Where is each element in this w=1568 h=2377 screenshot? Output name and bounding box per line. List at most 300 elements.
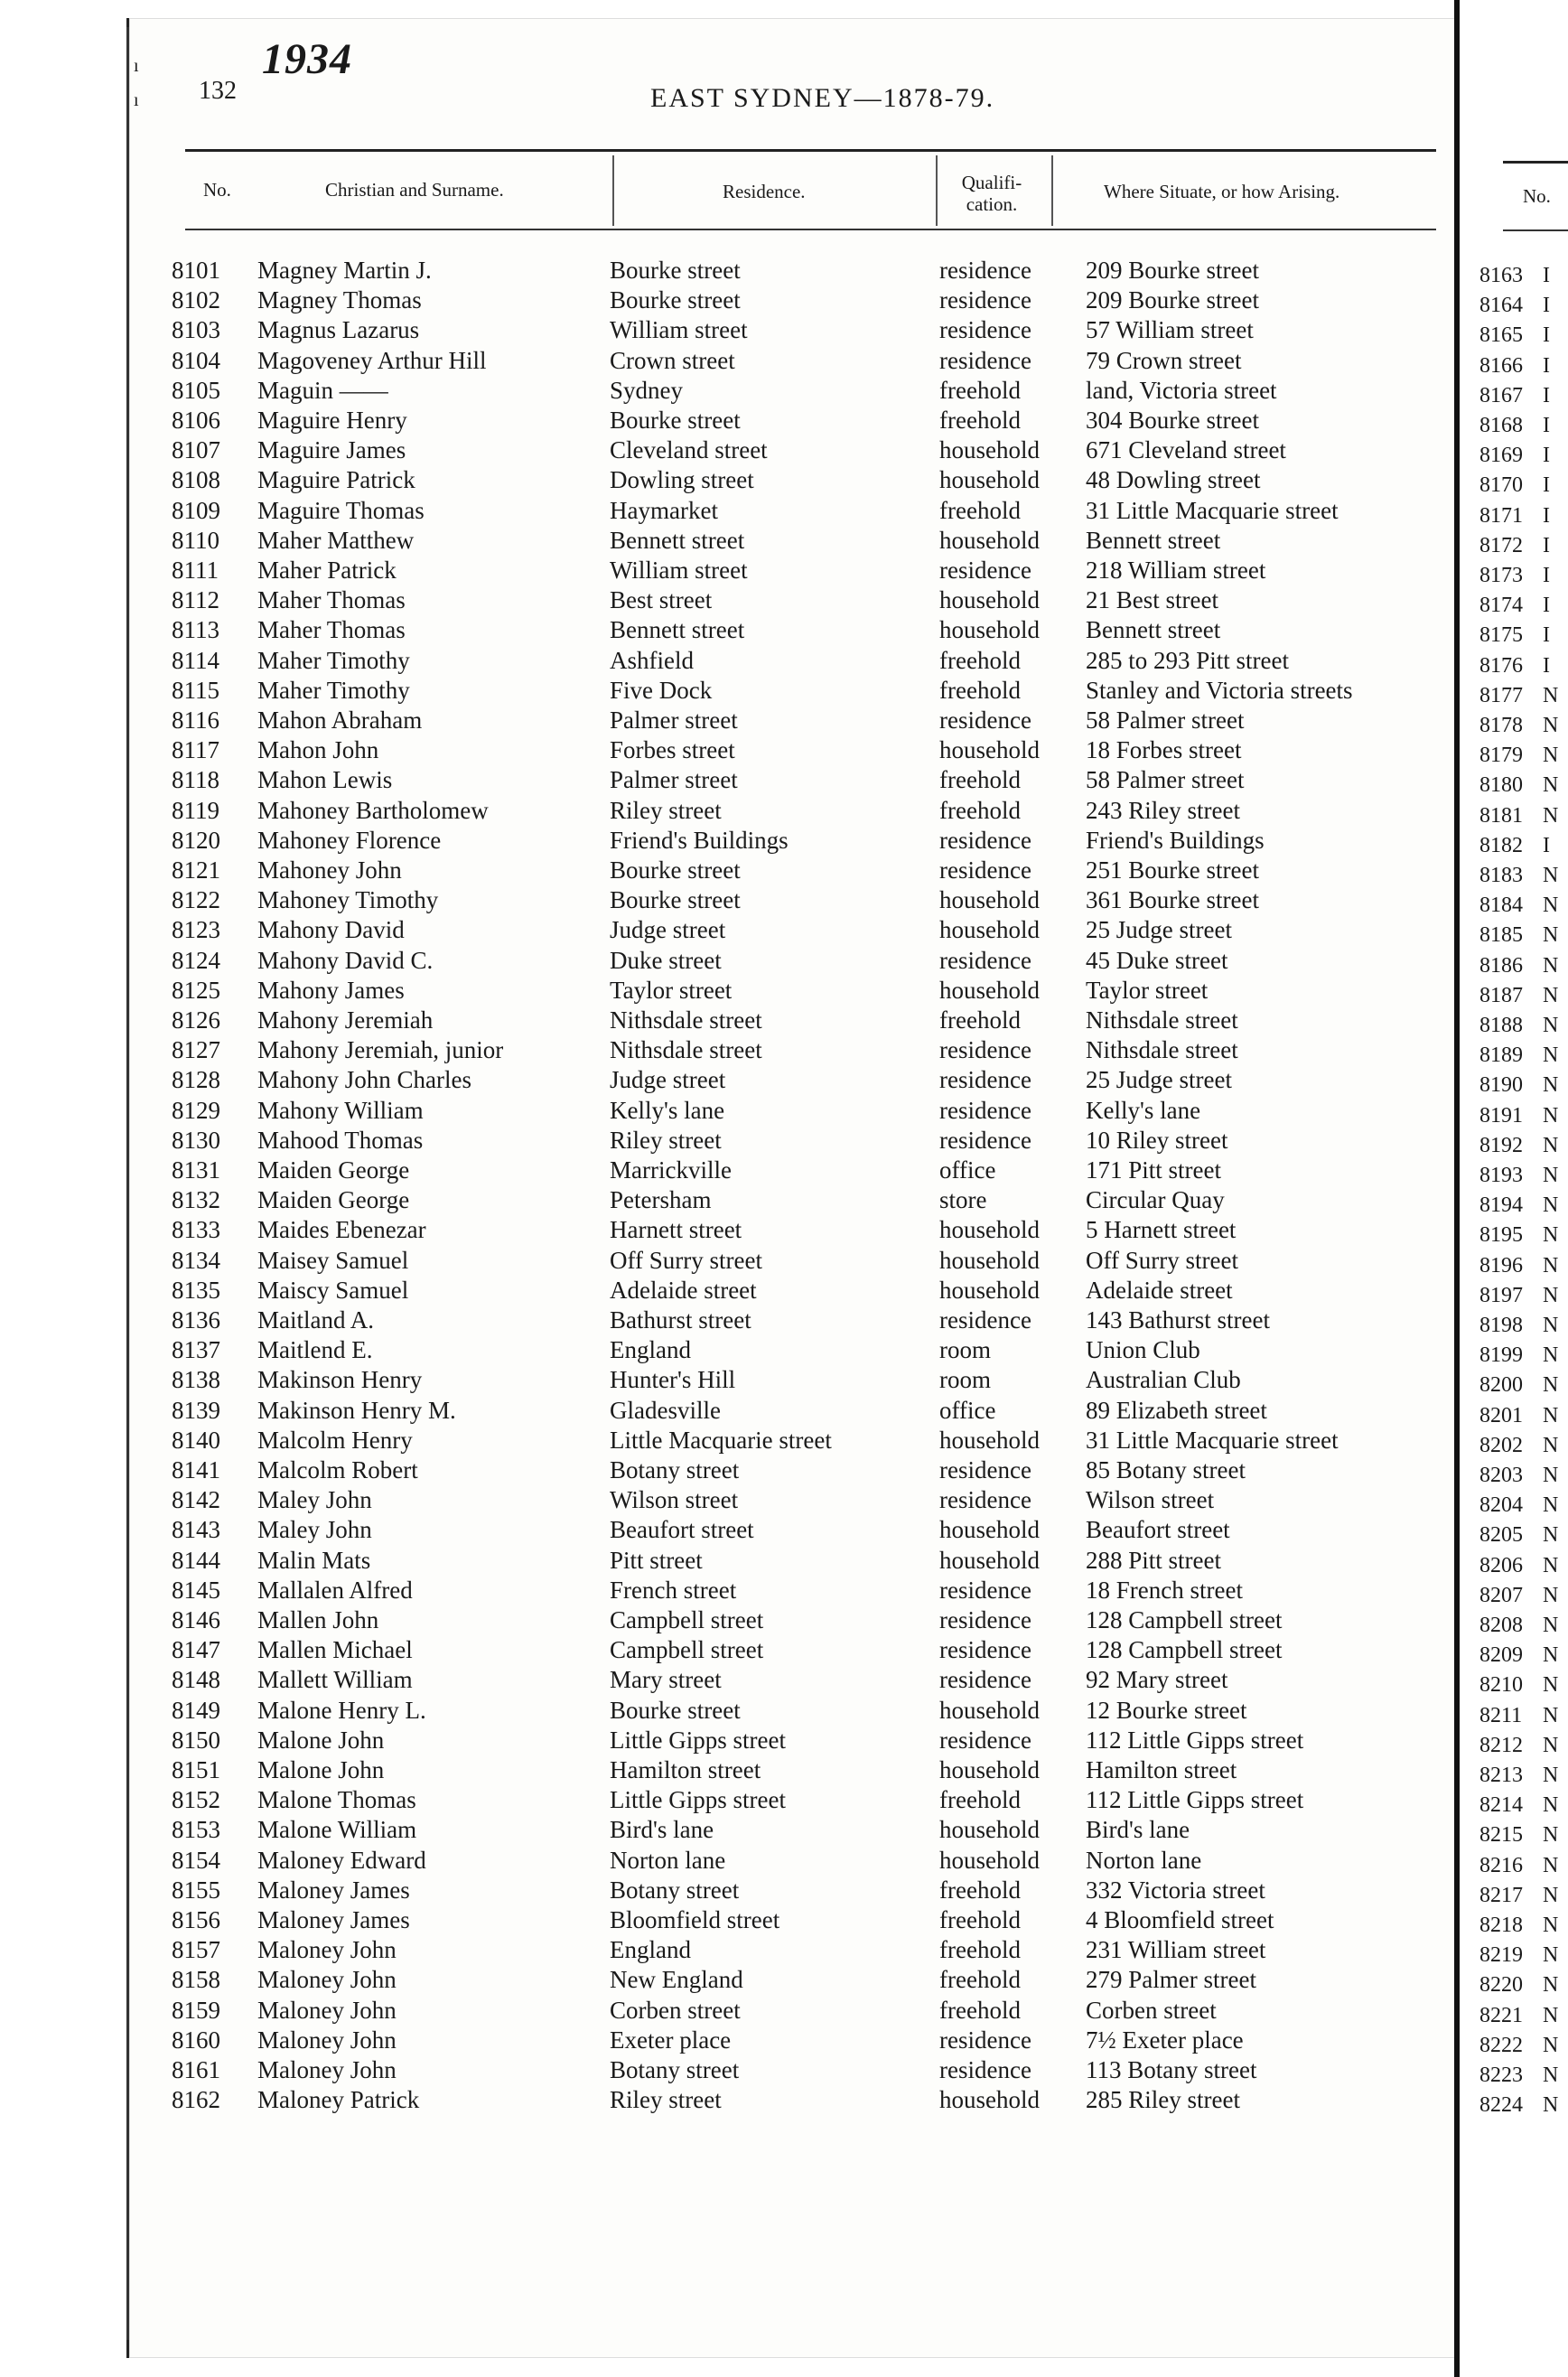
entry-residence: Harnett street	[610, 1216, 742, 1244]
facing-entry-initial: N	[1543, 1943, 1559, 1968]
facing-entry-initial: N	[1543, 1343, 1559, 1368]
table-row	[0, 1156, 1445, 1186]
entry-where-situate: Bird's lane	[1086, 1816, 1190, 1844]
entry-where-situate: 12 Bourke street	[1086, 1696, 1247, 1724]
entry-number: 8158	[172, 1966, 220, 1994]
entry-where-situate: 4 Bloomfield street	[1086, 1906, 1274, 1933]
entry-residence: New England	[610, 1966, 743, 1994]
entry-qualification: residence	[939, 1456, 1031, 1483]
entry-where-situate: 85 Botany street	[1086, 1456, 1246, 1483]
entry-residence: Campbell street	[610, 1636, 764, 1664]
table-row	[0, 1727, 1445, 1756]
entry-residence: Five Dock	[610, 676, 713, 704]
facing-entry-number: 8195	[1479, 1223, 1523, 1248]
facing-entry-number: 8168	[1479, 414, 1523, 437]
entry-name: Maitlend E.	[257, 1336, 373, 1364]
entry-number: 8105	[172, 376, 220, 404]
facing-row	[1479, 654, 1550, 678]
entry-qualification: freehold	[939, 1786, 1021, 1814]
facing-row	[1479, 1943, 1558, 1968]
facing-entry-number: 8189	[1479, 1043, 1523, 1068]
entry-number: 8125	[172, 976, 220, 1004]
entry-number: 8117	[172, 736, 219, 764]
facing-entry-number: 8221	[1479, 2003, 1523, 2027]
table-row	[0, 377, 1445, 407]
table-row	[0, 1847, 1445, 1876]
facing-entry-initial: I	[1543, 383, 1550, 407]
entry-name: Magoveney Arthur Hill	[257, 346, 487, 374]
facing-entry-number: 8219	[1479, 1943, 1523, 1968]
entry-number: 8152	[172, 1786, 220, 1814]
entry-residence: Adelaide street	[610, 1276, 757, 1304]
entry-residence: Bourke street	[610, 856, 741, 884]
entry-name: Maitland A.	[257, 1306, 374, 1334]
facing-entry-number: 8177	[1479, 683, 1523, 707]
entry-number: 8138	[172, 1366, 220, 1394]
entry-name: Magnus Lazarus	[257, 316, 420, 344]
entry-number: 8106	[172, 407, 220, 434]
entry-qualification: residence	[939, 1666, 1031, 1694]
table-row	[0, 1247, 1445, 1277]
entry-residence: Corben street	[610, 1996, 741, 2024]
facing-entry-number: 8222	[1479, 2033, 1523, 2057]
table-row	[0, 616, 1445, 646]
entry-residence: Bennett street	[610, 616, 745, 644]
entry-qualification: residence	[939, 856, 1031, 884]
entry-where-situate: 21 Best street	[1086, 586, 1218, 614]
table-row	[0, 1606, 1445, 1636]
facing-row	[1479, 294, 1550, 318]
entry-name: Malcolm Henry	[257, 1426, 413, 1454]
facing-row	[1479, 1254, 1558, 1278]
table-row	[0, 1786, 1445, 1816]
entry-number: 8144	[172, 1546, 220, 1574]
entry-number: 8141	[172, 1456, 220, 1483]
facing-entry-initial: N	[1543, 2033, 1559, 2057]
entry-name: Maides Ebenezar	[257, 1216, 426, 1244]
facing-row	[1479, 1973, 1558, 1998]
table-row	[0, 1756, 1445, 1786]
facing-entry-number: 8196	[1479, 1253, 1523, 1277]
entry-where-situate: 279 Palmer street	[1086, 1966, 1256, 1994]
entry-name: Maloney Edward	[257, 1846, 426, 1874]
entry-number: 8122	[172, 886, 220, 914]
column-header-qualification-line1: Qualifi-	[961, 172, 1022, 193]
entry-where-situate: land, Victoria street	[1086, 376, 1277, 404]
entry-residence: Pitt street	[610, 1546, 703, 1574]
facing-entry-initial: N	[1543, 1883, 1559, 1907]
facing-row	[1479, 954, 1558, 978]
table-row	[0, 916, 1445, 946]
entry-residence: Friend's Buildings	[610, 826, 789, 854]
entry-number: 8157	[172, 1936, 220, 1964]
entry-where-situate: 58 Palmer street	[1086, 766, 1245, 794]
entry-qualification: room	[939, 1366, 991, 1394]
entry-number: 8102	[172, 286, 220, 314]
entry-number: 8140	[172, 1426, 220, 1454]
facing-row	[1479, 684, 1558, 708]
facing-entry-number: 8179	[1479, 744, 1523, 768]
table-row	[0, 1547, 1445, 1577]
table-row	[0, 316, 1445, 346]
entry-number: 8156	[172, 1906, 220, 1933]
entry-residence: Bourke street	[610, 886, 741, 914]
facing-entry-initial: I	[1543, 623, 1550, 648]
entry-number: 8148	[172, 1666, 220, 1694]
entry-residence: Botany street	[610, 2056, 740, 2083]
entry-number: 8111	[172, 557, 219, 584]
entry-residence: Nithsdale street	[610, 1036, 762, 1064]
facing-header-rule-top	[1503, 161, 1568, 164]
entry-residence: Norton lane	[610, 1846, 726, 1874]
table-row	[0, 1066, 1445, 1096]
facing-entry-number: 8208	[1479, 1614, 1523, 1637]
entry-name: Mahony John Charles	[257, 1066, 471, 1094]
entry-name: Maher Timothy	[257, 646, 410, 674]
facing-entry-number: 8176	[1479, 653, 1523, 678]
entry-number: 8136	[172, 1306, 220, 1334]
facing-entry-number: 8186	[1479, 953, 1523, 978]
facing-row	[1479, 1223, 1558, 1248]
entry-qualification: freehold	[939, 407, 1021, 434]
facing-entry-number: 8217	[1479, 1883, 1523, 1907]
facing-row	[1479, 1434, 1558, 1458]
entry-where-situate: Off Surry street	[1086, 1246, 1238, 1274]
table-row	[0, 497, 1445, 527]
table-row	[0, 1577, 1445, 1606]
facing-entry-number: 8180	[1479, 773, 1523, 798]
entry-where-situate: 92 Mary street	[1086, 1666, 1228, 1694]
facing-entry-number: 8224	[1479, 2093, 1523, 2118]
entry-where-situate: 243 Riley street	[1086, 796, 1240, 824]
entry-qualification: household	[939, 436, 1040, 464]
facing-row	[1479, 1884, 1558, 1908]
entry-qualification: household	[939, 886, 1040, 914]
facing-row	[1479, 1404, 1558, 1428]
entry-where-situate: 112 Little Gipps street	[1086, 1786, 1304, 1814]
facing-entry-initial: N	[1543, 1553, 1559, 1577]
facing-entry-initial: N	[1543, 1433, 1559, 1457]
entry-number: 8113	[172, 616, 219, 644]
facing-entry-initial: I	[1543, 294, 1550, 318]
facing-entry-initial: N	[1543, 1464, 1559, 1487]
entry-qualification: freehold	[939, 676, 1021, 704]
entry-where-situate: Hamilton street	[1086, 1756, 1237, 1783]
entry-where-situate: Taylor street	[1086, 976, 1209, 1004]
facing-entry-initial: I	[1543, 503, 1550, 528]
table-row	[0, 1336, 1445, 1366]
entry-where-situate: 31 Little Macquarie street	[1086, 496, 1339, 524]
entry-residence: Off Surry street	[610, 1246, 762, 1274]
facing-row	[1479, 1373, 1558, 1398]
facing-entry-number: 8202	[1479, 1433, 1523, 1457]
facing-row	[1479, 1134, 1558, 1158]
entry-residence: Ashfield	[610, 646, 694, 674]
entry-residence: Palmer street	[610, 766, 738, 794]
table-row	[0, 1427, 1445, 1456]
entry-qualification: residence	[939, 707, 1031, 734]
facing-entry-initial: N	[1543, 1314, 1559, 1337]
entry-name: Mallen Michael	[257, 1636, 413, 1664]
entry-residence: Bourke street	[610, 1696, 741, 1724]
entry-qualification: residence	[939, 346, 1031, 374]
entry-name: Maley John	[257, 1486, 372, 1514]
entry-qualification: freehold	[939, 1006, 1021, 1034]
entry-name: Mahoney Timothy	[257, 886, 439, 914]
facing-entry-initial: I	[1543, 833, 1550, 857]
entry-number: 8127	[172, 1036, 220, 1064]
table-row	[0, 1876, 1445, 1906]
entry-name: Mahoney John	[257, 856, 402, 884]
table-row	[0, 1966, 1445, 1996]
entry-number: 8161	[172, 2056, 220, 2083]
entry-number: 8126	[172, 1006, 220, 1034]
entry-qualification: household	[939, 1696, 1040, 1724]
entry-name: Maher Thomas	[257, 586, 406, 614]
entry-residence: Judge street	[610, 1066, 726, 1094]
entry-qualification: household	[939, 916, 1040, 944]
margin-tick: ı	[134, 90, 139, 110]
facing-entry-initial: N	[1543, 1103, 1559, 1128]
facing-row	[1479, 564, 1550, 588]
facing-entry-number: 8193	[1479, 1164, 1523, 1187]
entry-qualification: room	[939, 1336, 991, 1364]
entry-where-situate: 7½ Exeter place	[1086, 2026, 1244, 2054]
entry-name: Maher Matthew	[257, 526, 415, 554]
facing-entry-number: 8210	[1479, 1673, 1523, 1698]
entry-residence: Marrickville	[610, 1156, 732, 1184]
facing-row	[1479, 804, 1558, 828]
facing-entry-number: 8213	[1479, 1764, 1523, 1787]
entry-number: 8155	[172, 1876, 220, 1904]
entry-residence: Forbes street	[610, 736, 735, 764]
header-rule-bottom	[185, 229, 1436, 230]
table-row	[0, 527, 1445, 557]
facing-row	[1479, 1584, 1558, 1608]
entry-residence: Taylor street	[610, 976, 733, 1004]
table-row	[0, 347, 1445, 377]
facing-entry-number: 8171	[1479, 503, 1523, 528]
facing-row	[1479, 714, 1558, 738]
table-row	[0, 797, 1445, 827]
entry-where-situate: 128 Campbell street	[1086, 1606, 1283, 1633]
facing-entry-initial: I	[1543, 473, 1550, 498]
entry-qualification: residence	[939, 316, 1031, 344]
facing-entry-initial: N	[1543, 1014, 1559, 1037]
facing-entry-initial: N	[1543, 1823, 1559, 1848]
table-row	[0, 766, 1445, 796]
entry-name: Maisey Samuel	[257, 1246, 409, 1274]
entry-qualification: household	[939, 1756, 1040, 1783]
table-row	[0, 886, 1445, 916]
entry-qualification: residence	[939, 2026, 1031, 2054]
entry-qualification: household	[939, 1846, 1040, 1874]
entry-qualification: freehold	[939, 1876, 1021, 1904]
entry-where-situate: 89 Elizabeth street	[1086, 1396, 1267, 1424]
column-divider	[1051, 155, 1053, 226]
facing-row	[1479, 1043, 1558, 1068]
facing-entry-initial: I	[1543, 323, 1550, 348]
facing-entry-number: 8216	[1479, 1853, 1523, 1877]
entry-where-situate: 18 Forbes street	[1086, 736, 1242, 764]
entry-name: Maloney John	[257, 2026, 397, 2054]
facing-entry-initial: N	[1543, 1583, 1559, 1607]
facing-row	[1479, 623, 1550, 648]
entry-number: 8145	[172, 1576, 220, 1604]
entry-qualification: residence	[939, 946, 1031, 974]
facing-entry-number: 8198	[1479, 1314, 1523, 1337]
entry-qualification: household	[939, 1516, 1040, 1544]
facing-entry-number: 8187	[1479, 983, 1523, 1007]
entry-name: Mahony David C.	[257, 946, 434, 974]
facing-row	[1479, 1764, 1558, 1788]
entry-number: 8121	[172, 856, 220, 884]
facing-row	[1479, 1104, 1558, 1128]
entry-where-situate: Adelaide street	[1086, 1276, 1233, 1304]
facing-row	[1479, 2034, 1558, 2058]
entry-name: Maloney John	[257, 1966, 397, 1994]
entry-residence: Beaufort street	[610, 1516, 754, 1544]
entry-qualification: freehold	[939, 1966, 1021, 1994]
entry-where-situate: 218 William street	[1086, 557, 1266, 584]
column-header-residence: Residence.	[723, 181, 806, 202]
entry-qualification: residence	[939, 286, 1031, 314]
facing-entry-initial: N	[1543, 1223, 1559, 1248]
entry-number: 8120	[172, 826, 220, 854]
facing-entry-number: 8188	[1479, 1014, 1523, 1037]
entry-qualification: household	[939, 736, 1040, 764]
entry-qualification: residence	[939, 1636, 1031, 1664]
facing-row	[1479, 1164, 1558, 1188]
entry-where-situate: Wilson street	[1086, 1486, 1215, 1514]
entry-where-situate: 332 Victoria street	[1086, 1876, 1265, 1904]
entry-residence: Exeter place	[610, 2026, 732, 2054]
entry-qualification: freehold	[939, 796, 1021, 824]
entry-residence: Bloomfield street	[610, 1906, 780, 1933]
entry-qualification: residence	[939, 1066, 1031, 1094]
entry-name: Maher Thomas	[257, 616, 406, 644]
entry-residence: Dowling street	[610, 466, 754, 494]
entry-residence: Little Gipps street	[610, 1786, 786, 1814]
facing-entry-number: 8212	[1479, 1733, 1523, 1757]
entry-qualification: freehold	[939, 646, 1021, 674]
entry-name: Malone William	[257, 1816, 417, 1844]
entry-name: Malone Thomas	[257, 1786, 416, 1814]
entry-number: 8132	[172, 1186, 220, 1214]
entry-where-situate: 209 Bourke street	[1086, 257, 1259, 284]
facing-row	[1479, 744, 1558, 768]
entry-number: 8143	[172, 1516, 220, 1544]
entry-name: Maloney Patrick	[257, 2086, 420, 2114]
facing-row	[1479, 1464, 1558, 1488]
facing-entry-initial: N	[1543, 1493, 1559, 1518]
table-row	[0, 1697, 1445, 1727]
entry-number: 8128	[172, 1066, 220, 1094]
entry-residence: Duke street	[610, 946, 722, 974]
entry-qualification: residence	[939, 1306, 1031, 1334]
entry-name: Malin Mats	[257, 1546, 371, 1574]
entry-where-situate: 31 Little Macquarie street	[1086, 1426, 1339, 1454]
facing-row	[1479, 834, 1550, 858]
facing-entry-initial: I	[1543, 264, 1550, 287]
entry-qualification: residence	[939, 2056, 1031, 2083]
entry-residence: William street	[610, 316, 748, 344]
entry-where-situate: 48 Dowling street	[1086, 466, 1261, 494]
facing-entry-initial: N	[1543, 1073, 1559, 1098]
entry-qualification: household	[939, 526, 1040, 554]
entry-where-situate: Bennett street	[1086, 616, 1221, 644]
entry-where-situate: 143 Bathurst street	[1086, 1306, 1270, 1334]
entry-where-situate: 251 Bourke street	[1086, 856, 1259, 884]
facing-header-rule-bottom	[1503, 229, 1568, 231]
entry-residence: Bourke street	[610, 257, 741, 284]
entry-qualification: freehold	[939, 1906, 1021, 1933]
table-row	[0, 977, 1445, 1006]
entry-number: 8101	[172, 257, 220, 284]
table-row	[0, 466, 1445, 496]
facing-entry-number: 8218	[1479, 1914, 1523, 1937]
entry-qualification: freehold	[939, 376, 1021, 404]
facing-entry-number: 8163	[1479, 264, 1523, 287]
entry-where-situate: 5 Harnett street	[1086, 1216, 1237, 1244]
table-row	[0, 1277, 1445, 1306]
entry-qualification: office	[939, 1396, 996, 1424]
table-row	[0, 2026, 1445, 2056]
entry-number: 8103	[172, 316, 220, 344]
entry-residence: Bourke street	[610, 286, 741, 314]
entry-qualification: household	[939, 2086, 1040, 2114]
facing-row	[1479, 1643, 1558, 1668]
table-row	[0, 1186, 1445, 1216]
facing-entry-number: 8181	[1479, 803, 1523, 828]
entry-where-situate: Nithsdale street	[1086, 1006, 1238, 1034]
entry-residence: Best street	[610, 586, 713, 614]
facing-entry-number: 8172	[1479, 533, 1523, 557]
facing-entry-number: 8169	[1479, 444, 1523, 468]
entry-where-situate: Union Club	[1086, 1336, 1200, 1364]
entry-residence: William street	[610, 557, 748, 584]
entry-residence: Sydney	[610, 376, 683, 404]
table-row	[0, 1127, 1445, 1156]
table-row	[0, 827, 1445, 856]
facing-row	[1479, 773, 1558, 798]
column-header-name: Christian and Surname.	[325, 179, 504, 201]
facing-entry-number: 8223	[1479, 2063, 1523, 2087]
entry-name: Mahony William	[257, 1096, 424, 1124]
facing-row	[1479, 1554, 1558, 1578]
entry-residence: Bennett street	[610, 526, 745, 554]
entry-name: Mallen John	[257, 1606, 379, 1633]
facing-entry-initial: N	[1543, 2093, 1559, 2118]
facing-row	[1479, 414, 1550, 438]
table-row	[0, 407, 1445, 436]
entry-qualification: residence	[939, 1606, 1031, 1633]
entry-qualification: household	[939, 466, 1040, 494]
entry-name: Maloney James	[257, 1876, 410, 1904]
entry-qualification: residence	[939, 826, 1031, 854]
entry-name: Mahoney Bartholomew	[257, 796, 489, 824]
entry-number: 8150	[172, 1726, 220, 1754]
entry-where-situate: 209 Bourke street	[1086, 286, 1259, 314]
entry-where-situate: 285 Riley street	[1086, 2086, 1240, 2114]
entry-qualification: residence	[939, 557, 1031, 584]
table-row	[0, 1636, 1445, 1666]
entry-number: 8134	[172, 1246, 220, 1274]
facing-entry-initial: N	[1543, 1193, 1559, 1218]
entry-name: Maguire James	[257, 436, 406, 464]
entry-residence: Bathurst street	[610, 1306, 751, 1334]
entry-where-situate: 671 Cleveland street	[1086, 436, 1286, 464]
